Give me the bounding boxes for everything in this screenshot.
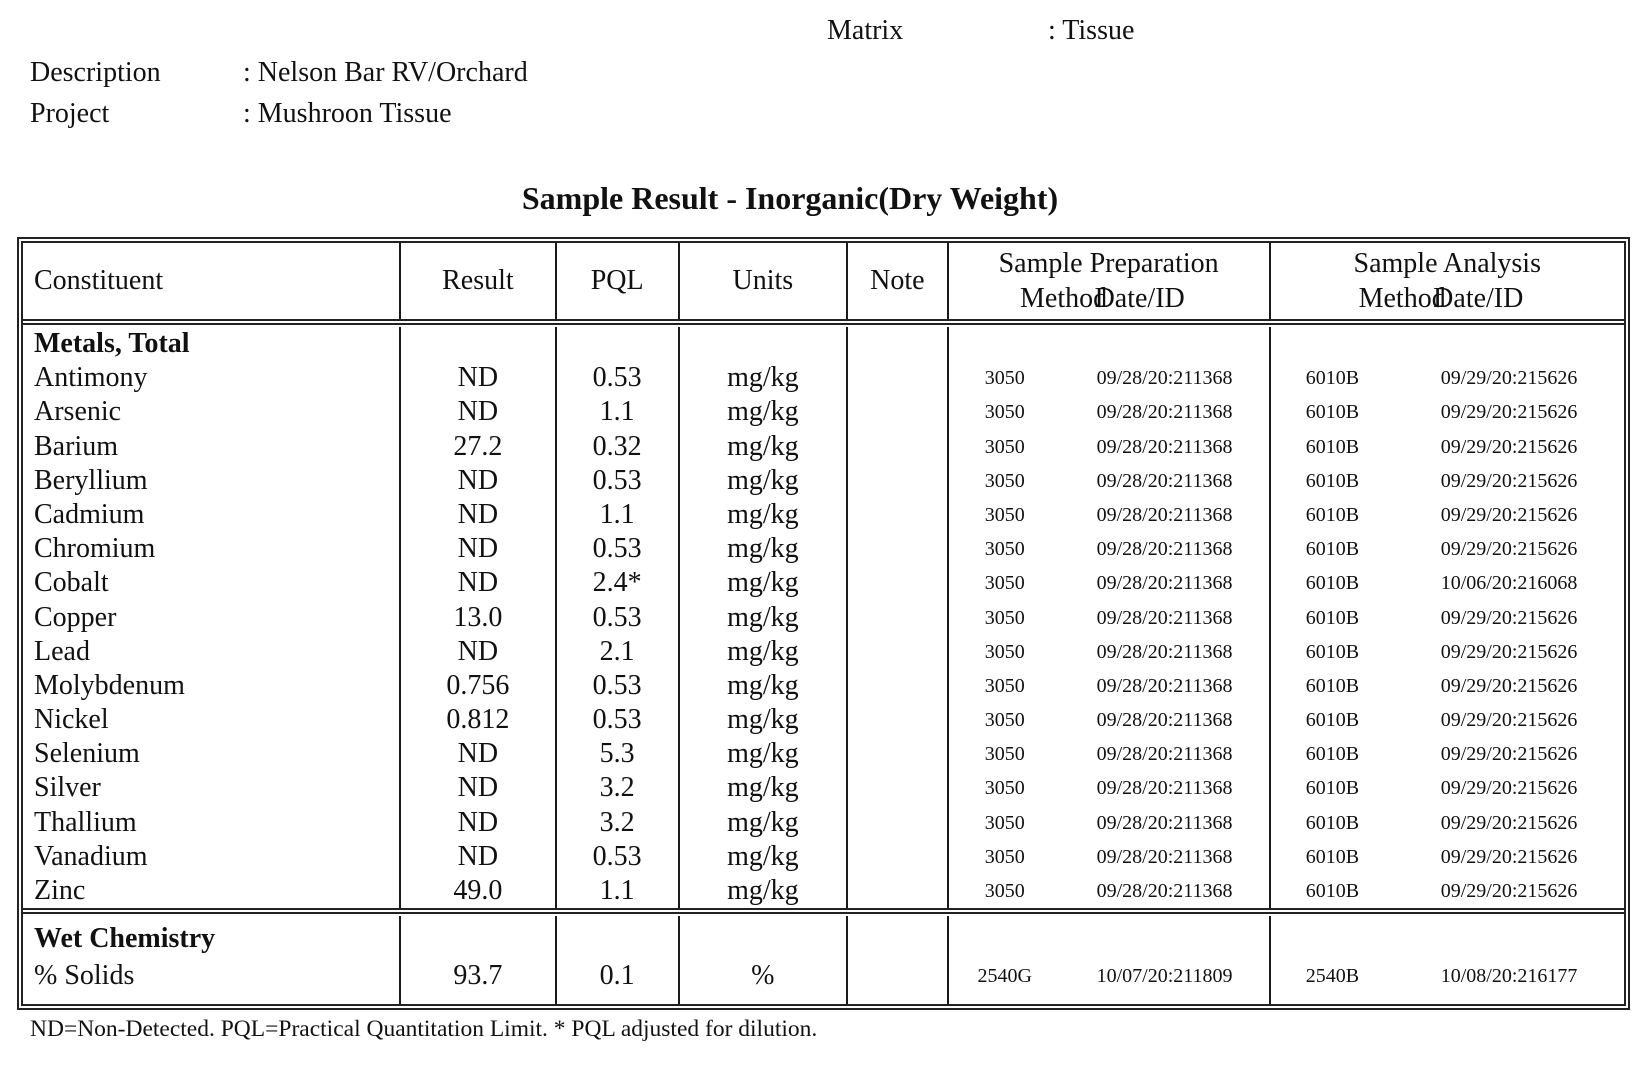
pql-cell (555, 327, 678, 361)
prep-date-cell (1061, 327, 1269, 361)
analysis-method-cell: 6010B (1305, 435, 1360, 458)
analysis-method-cell: 6010B (1305, 845, 1360, 868)
prep-cell (947, 566, 1269, 600)
sample-preparation-subheader (1020, 282, 1197, 316)
matrix-value: : Tissue (1048, 15, 1135, 46)
pql-cell: 3.2 (555, 806, 678, 840)
note-cell (846, 498, 947, 532)
project-label: Project (30, 98, 110, 129)
analysis-method-cell: 6010B (1305, 811, 1360, 834)
table-row (23, 361, 1624, 395)
prep-date-cell: 09/28/20:211368 (1096, 367, 1233, 390)
table-row (23, 635, 1624, 669)
header-units: Units (678, 243, 846, 319)
prep-date-cell: 09/28/20:211368 (1096, 674, 1233, 697)
prep-date-cell: 09/28/20:211368 (1096, 811, 1233, 834)
prep-method-cell: 2540G (977, 965, 1032, 988)
analysis-method-cell: 2540B (1305, 965, 1360, 988)
table-row (23, 956, 1624, 1004)
note-cell (846, 601, 947, 635)
analysis-date-cell: 09/29/20:215626 (1440, 743, 1578, 766)
analysis-date-cell (1394, 327, 1624, 361)
prep-cell (947, 840, 1269, 874)
note-cell (846, 916, 947, 956)
result-cell: 13.0 (399, 601, 554, 635)
analysis-cell (1269, 737, 1624, 771)
prep-cell (947, 956, 1269, 1004)
analysis-method-cell: 6010B (1305, 572, 1360, 595)
constituent-cell: Thallium (34, 806, 137, 838)
constituent-cell: Antimony (34, 362, 148, 394)
analysis-method-cell: 6010B (1305, 709, 1360, 732)
analysis-date-cell: 09/29/20:215626 (1440, 880, 1578, 902)
result-cell: 0.756 (399, 669, 554, 703)
table-row (23, 566, 1624, 600)
result-cell: ND (399, 532, 554, 566)
analysis-method-cell: 6010B (1305, 606, 1360, 629)
units-cell: % (678, 956, 846, 1004)
analysis-date-cell: 09/29/20:215626 (1440, 401, 1578, 424)
prep-cell (947, 498, 1269, 532)
pql-cell: 0.53 (555, 464, 678, 498)
analysis-date-cell: 09/29/20:215626 (1440, 674, 1578, 697)
constituent-cell: Metals, Total (34, 328, 190, 359)
prep-date-cell: 09/28/20:211368 (1096, 640, 1233, 663)
note-cell (846, 430, 947, 464)
pql-cell: 1.1 (555, 874, 678, 908)
result-cell: ND (399, 361, 554, 395)
pql-cell: 0.53 (555, 532, 678, 566)
result-cell: ND (399, 498, 554, 532)
analysis-date-cell: 09/29/20:215626 (1440, 469, 1578, 492)
analysis-method-cell (1271, 327, 1395, 361)
units-cell (678, 327, 846, 361)
analysis-date-cell: 09/29/20:215626 (1440, 777, 1578, 800)
analysis-cell (1269, 635, 1624, 669)
units-cell: mg/kg (678, 430, 846, 464)
matrix-field (827, 14, 1134, 48)
units-cell: mg/kg (678, 532, 846, 566)
constituent-cell: % Solids (34, 960, 135, 992)
prep-method-cell: 3050 (984, 367, 1025, 390)
table-row (23, 601, 1624, 635)
table-row (23, 464, 1624, 498)
units-cell (678, 916, 846, 956)
constituent-cell: Vanadium (34, 840, 148, 872)
note-cell (846, 703, 947, 737)
units-cell: mg/kg (678, 840, 846, 874)
constituent-cell: Molybdenum (34, 669, 185, 701)
project-value: : Mushroon Tissue (243, 98, 452, 129)
note-cell (846, 464, 947, 498)
analysis-cell (1269, 361, 1624, 395)
analysis-date-cell: 09/29/20:215626 (1440, 503, 1578, 526)
analysis-cell (1269, 327, 1624, 361)
units-cell: mg/kg (678, 737, 846, 771)
wet-chemistry-section (23, 908, 1624, 1004)
units-cell: mg/kg (678, 874, 846, 908)
units-cell: mg/kg (678, 669, 846, 703)
result-cell: 93.7 (399, 956, 554, 1004)
analysis-date-cell: 09/29/20:215626 (1440, 640, 1578, 663)
prep-method-cell (949, 327, 1061, 361)
units-cell: mg/kg (678, 498, 846, 532)
prep-method-cell (949, 916, 1061, 956)
prep-method-cell: 3050 (984, 469, 1025, 492)
analysis-cell (1269, 874, 1624, 908)
analysis-method-cell: 6010B (1305, 401, 1360, 424)
pql-cell: 0.1 (555, 956, 678, 1004)
prep-date-header: Date/ID (1094, 283, 1185, 314)
table-header-row (23, 243, 1624, 325)
prep-date-cell: 09/28/20:211368 (1096, 880, 1233, 902)
table-row (23, 737, 1624, 771)
prep-method-cell: 3050 (984, 538, 1025, 561)
header-pql: PQL (555, 243, 678, 319)
prep-cell (947, 771, 1269, 805)
prep-method-cell: 3050 (984, 880, 1025, 902)
units-cell: mg/kg (678, 361, 846, 395)
description-value: : Nelson Bar RV/Orchard (243, 57, 528, 88)
analysis-cell (1269, 464, 1624, 498)
prep-cell (947, 464, 1269, 498)
note-cell (846, 327, 947, 361)
result-cell: 0.812 (399, 703, 554, 737)
pql-cell: 0.53 (555, 361, 678, 395)
constituent-cell: Chromium (34, 533, 156, 565)
constituent-cell: Silver (34, 772, 101, 804)
pql-cell: 0.53 (555, 703, 678, 737)
prep-method-cell: 3050 (984, 674, 1025, 697)
result-cell: 49.0 (399, 874, 554, 908)
analysis-cell (1269, 601, 1624, 635)
prep-method-cell: 3050 (984, 743, 1025, 766)
prep-method-cell: 3050 (984, 572, 1025, 595)
constituent-cell: Beryllium (34, 464, 148, 496)
section-row (23, 916, 1624, 956)
prep-method-cell: 3050 (984, 777, 1025, 800)
table-row (23, 669, 1624, 703)
pql-cell: 2.4* (555, 566, 678, 600)
prep-cell (947, 737, 1269, 771)
description-label: Description (30, 57, 161, 88)
constituent-cell: Nickel (34, 704, 109, 736)
note-cell (846, 635, 947, 669)
analysis-cell (1269, 703, 1624, 737)
sample-analysis-group-label: Sample Analysis (1353, 248, 1541, 279)
prep-cell (947, 703, 1269, 737)
table-row (23, 395, 1624, 429)
prep-method-cell: 3050 (984, 845, 1025, 868)
result-cell: ND (399, 806, 554, 840)
header-result: Result (399, 243, 554, 319)
result-cell: ND (399, 840, 554, 874)
analysis-cell (1269, 532, 1624, 566)
metals-section (23, 325, 1624, 908)
note-cell (846, 669, 947, 703)
prep-method-header: Method (1020, 283, 1108, 314)
prep-date-cell: 09/28/20:211368 (1096, 709, 1233, 732)
prep-date-cell: 09/28/20:211368 (1096, 469, 1233, 492)
pql-cell: 1.1 (555, 395, 678, 429)
analysis-cell (1269, 669, 1624, 703)
analysis-method-cell: 6010B (1305, 367, 1360, 390)
sample-analysis-subheader (1359, 282, 1536, 316)
pql-cell (555, 916, 678, 956)
analysis-method-header: Method (1358, 283, 1446, 314)
prep-cell (947, 635, 1269, 669)
pql-cell: 3.2 (555, 771, 678, 805)
prep-method-cell: 3050 (984, 640, 1025, 663)
sample-preparation-group-label: Sample Preparation (998, 248, 1219, 279)
analysis-date-cell: 09/29/20:215626 (1440, 538, 1578, 561)
analysis-cell (1269, 806, 1624, 840)
analysis-method-cell: 6010B (1305, 743, 1360, 766)
pql-cell: 0.32 (555, 430, 678, 464)
analysis-date-cell: 09/29/20:215626 (1440, 367, 1578, 390)
page-title: Sample Result - Inorganic(Dry Weight) (521, 180, 1059, 216)
prep-date-cell (1061, 916, 1269, 956)
analysis-cell (1269, 916, 1624, 956)
prep-cell (947, 361, 1269, 395)
analysis-cell (1269, 771, 1624, 805)
units-cell: mg/kg (678, 464, 846, 498)
constituent-cell: Zinc (34, 875, 86, 906)
pql-cell: 1.1 (555, 498, 678, 532)
constituent-cell: Cobalt (34, 567, 109, 599)
analysis-date-cell: 09/29/20:215626 (1440, 709, 1578, 732)
units-cell: mg/kg (678, 771, 846, 805)
analysis-method-cell: 6010B (1305, 469, 1360, 492)
table-row (23, 430, 1624, 464)
prep-date-cell: 10/07/20:211809 (1096, 965, 1233, 988)
prep-cell (947, 532, 1269, 566)
analysis-method-cell: 6010B (1305, 674, 1360, 697)
result-cell (399, 916, 554, 956)
prep-method-cell: 3050 (984, 435, 1025, 458)
table-row (23, 874, 1624, 908)
analysis-date-header: Date/ID (1433, 283, 1524, 314)
note-cell (846, 395, 947, 429)
result-cell: ND (399, 464, 554, 498)
result-cell (399, 327, 554, 361)
prep-date-cell: 09/28/20:211368 (1096, 401, 1233, 424)
table-row (23, 703, 1624, 737)
prep-cell (947, 916, 1269, 956)
analysis-cell (1269, 430, 1624, 464)
analysis-date-cell: 09/29/20:215626 (1440, 811, 1578, 834)
analysis-cell (1269, 840, 1624, 874)
prep-cell (947, 601, 1269, 635)
table-row (23, 840, 1624, 874)
description-field (30, 56, 528, 90)
units-cell: mg/kg (678, 635, 846, 669)
prep-method-cell: 3050 (984, 811, 1025, 834)
analysis-method-cell: 6010B (1305, 777, 1360, 800)
prep-date-cell: 09/28/20:211368 (1096, 743, 1233, 766)
prep-cell (947, 327, 1269, 361)
prep-date-cell: 09/28/20:211368 (1096, 845, 1233, 868)
prep-cell (947, 806, 1269, 840)
result-cell: ND (399, 771, 554, 805)
pql-cell: 0.53 (555, 669, 678, 703)
constituent-cell: Cadmium (34, 498, 145, 530)
prep-method-cell: 3050 (984, 606, 1025, 629)
units-cell: mg/kg (678, 703, 846, 737)
results-table (17, 237, 1630, 1010)
analysis-date-cell: 09/29/20:215626 (1440, 435, 1578, 458)
prep-method-cell: 3050 (984, 709, 1025, 732)
note-cell (846, 874, 947, 908)
analysis-method-cell: 6010B (1305, 503, 1360, 526)
analysis-cell (1269, 956, 1624, 1004)
analysis-cell (1269, 566, 1624, 600)
pql-cell: 2.1 (555, 635, 678, 669)
prep-date-cell: 09/28/20:211368 (1096, 606, 1233, 629)
analysis-date-cell: 10/06/20:216068 (1440, 572, 1578, 595)
table-row (23, 498, 1624, 532)
prep-cell (947, 430, 1269, 464)
prep-date-cell: 09/28/20:211368 (1096, 572, 1233, 595)
prep-cell (947, 395, 1269, 429)
header-note: Note (846, 243, 947, 319)
prep-cell (947, 874, 1269, 908)
header-sample-preparation (947, 243, 1269, 319)
analysis-date-cell (1394, 916, 1624, 956)
footnote: ND=Non-Detected. PQL=Practical Quantitation Limit. * PQL adjusted for dilution. (30, 1016, 818, 1042)
constituent-cell: Copper (34, 601, 117, 633)
prep-date-cell: 09/28/20:211368 (1096, 435, 1233, 458)
note-cell (846, 361, 947, 395)
section-row (23, 327, 1624, 361)
units-cell: mg/kg (678, 806, 846, 840)
constituent-cell: Lead (34, 635, 90, 667)
analysis-date-cell: 09/29/20:215626 (1440, 606, 1578, 629)
table-row (23, 532, 1624, 566)
pql-cell: 0.53 (555, 840, 678, 874)
note-cell (846, 771, 947, 805)
project-field (30, 97, 452, 131)
header-constituent: Constituent (34, 265, 164, 296)
constituent-cell: Selenium (34, 738, 140, 770)
result-cell: 27.2 (399, 430, 554, 464)
units-cell: mg/kg (678, 395, 846, 429)
table-row (23, 806, 1624, 840)
analysis-method-cell: 6010B (1305, 640, 1360, 663)
note-cell (846, 956, 947, 1004)
analysis-date-cell: 10/08/20:216177 (1440, 965, 1578, 988)
analysis-cell (1269, 395, 1624, 429)
prep-date-cell: 09/28/20:211368 (1096, 777, 1233, 800)
matrix-label: Matrix (827, 15, 904, 46)
note-cell (846, 532, 947, 566)
constituent-cell: Arsenic (34, 396, 122, 428)
prep-date-cell: 09/28/20:211368 (1096, 538, 1233, 561)
prep-date-cell: 09/28/20:211368 (1096, 503, 1233, 526)
result-cell: ND (399, 566, 554, 600)
result-cell: ND (399, 395, 554, 429)
constituent-cell: Barium (34, 430, 118, 462)
analysis-date-cell: 09/29/20:215626 (1440, 845, 1578, 868)
prep-cell (947, 669, 1269, 703)
constituent-cell: Wet Chemistry (34, 923, 216, 955)
prep-method-cell: 3050 (984, 503, 1025, 526)
pql-cell: 5.3 (555, 737, 678, 771)
result-cell: ND (399, 737, 554, 771)
note-cell (846, 737, 947, 771)
analysis-method-cell: 6010B (1305, 880, 1360, 902)
result-cell: ND (399, 635, 554, 669)
prep-method-cell: 3050 (984, 401, 1025, 424)
table-row (23, 771, 1624, 805)
units-cell: mg/kg (678, 601, 846, 635)
note-cell (846, 806, 947, 840)
analysis-method-cell: 6010B (1305, 538, 1360, 561)
note-cell (846, 840, 947, 874)
analysis-cell (1269, 498, 1624, 532)
header-sample-analysis (1269, 243, 1624, 319)
note-cell (846, 566, 947, 600)
units-cell: mg/kg (678, 566, 846, 600)
pql-cell: 0.53 (555, 601, 678, 635)
analysis-method-cell (1271, 916, 1395, 956)
